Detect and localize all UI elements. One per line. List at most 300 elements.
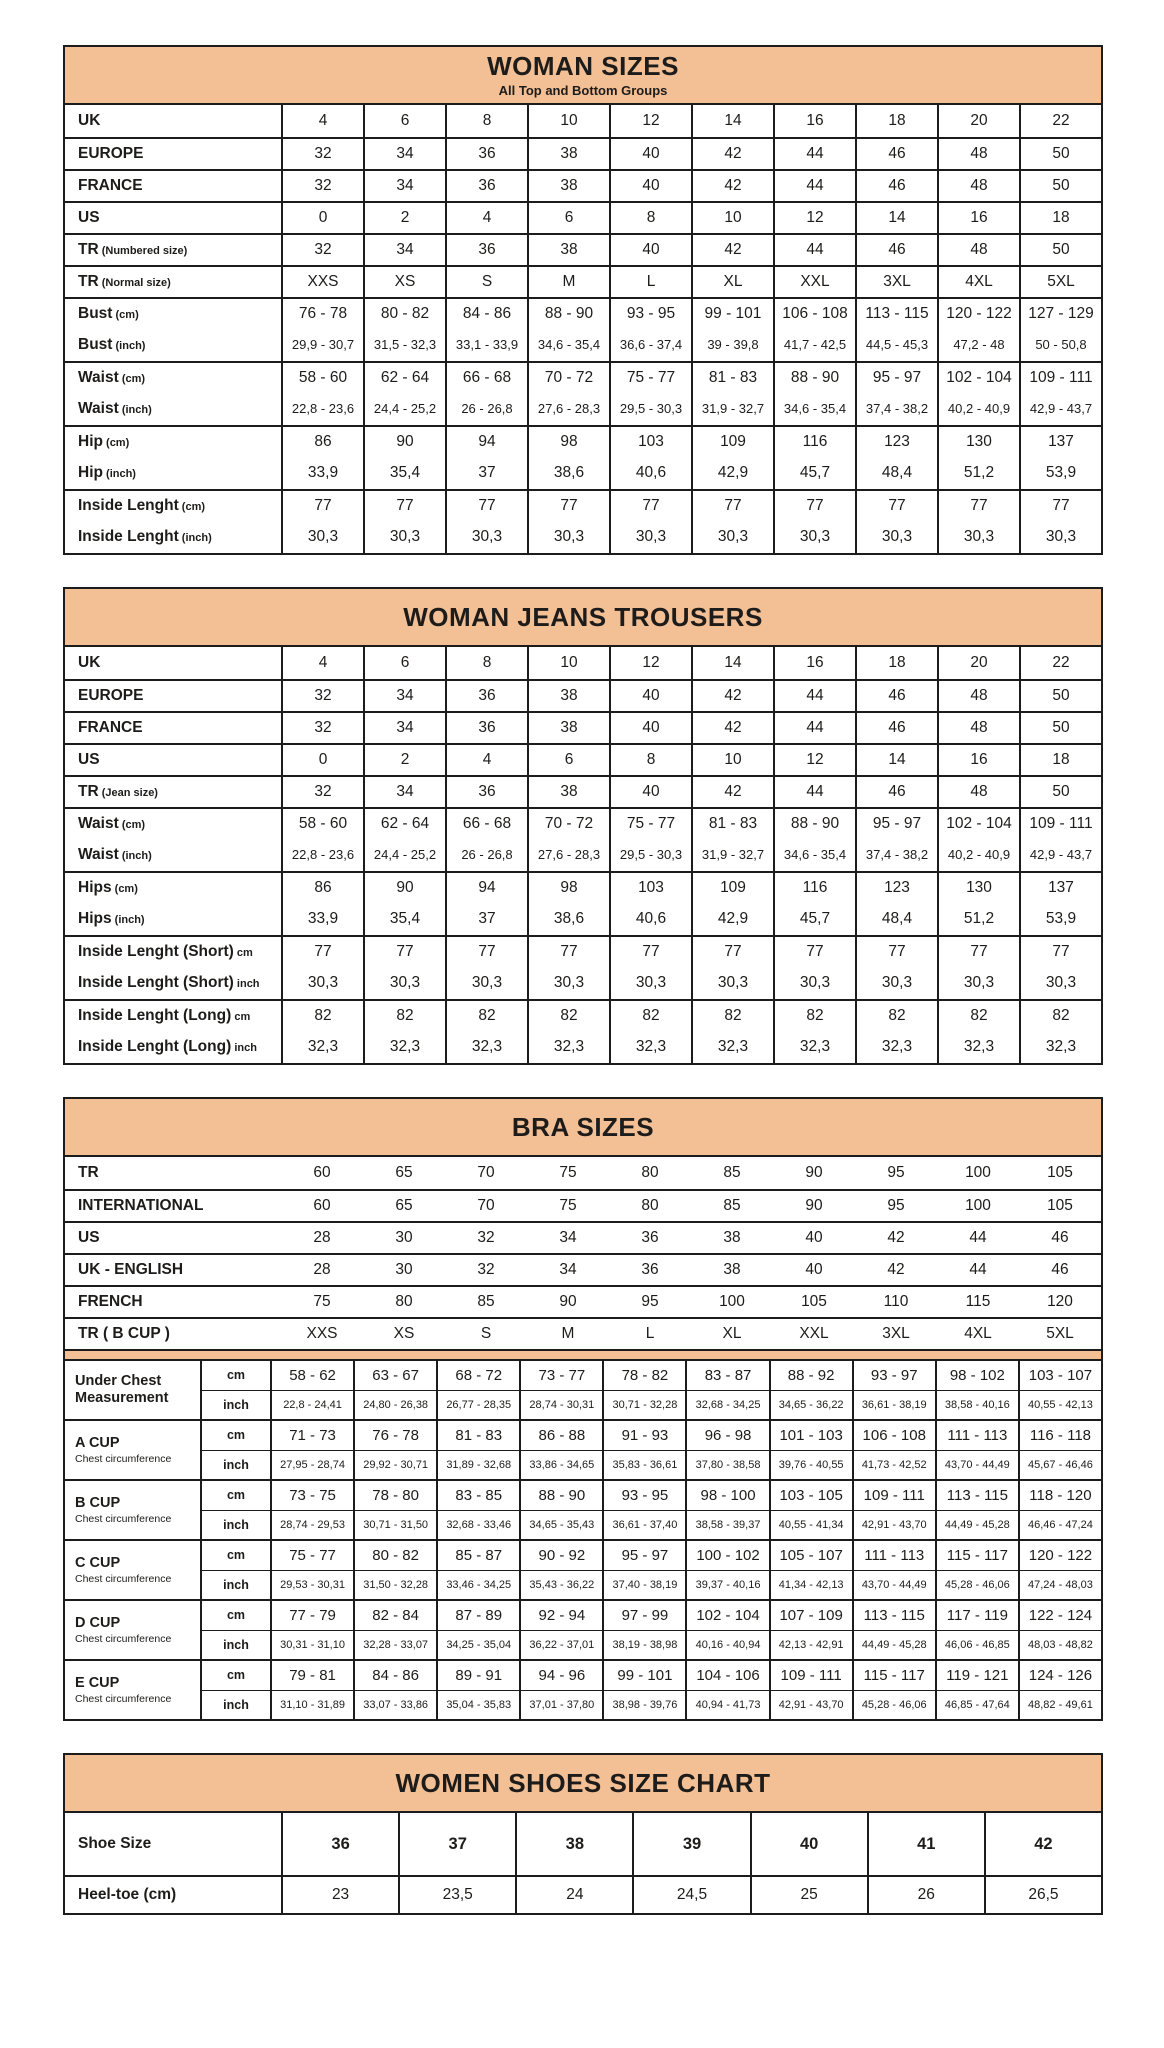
value-cell: 20 xyxy=(937,105,1019,137)
value-cell: 48,82 - 49,61 xyxy=(1018,1690,1101,1719)
value-cell: 46,85 - 47,64 xyxy=(935,1690,1018,1719)
value-cell: 50 xyxy=(1019,139,1101,169)
value-cell: 37,01 - 37,80 xyxy=(519,1690,602,1719)
value-cell: 44,49 - 45,28 xyxy=(852,1630,935,1659)
value-cell: 48 xyxy=(937,681,1019,711)
value-cell: 37 xyxy=(445,903,527,935)
table-row xyxy=(65,775,1101,807)
value-cell: 34 xyxy=(363,235,445,265)
value-cell: 115 - 117 xyxy=(935,1541,1018,1570)
value-cell: 6 xyxy=(527,745,609,775)
value-cell: 77 xyxy=(609,491,691,521)
value-cell: 40,94 - 41,73 xyxy=(685,1690,768,1719)
value-cell: 36 xyxy=(641,1261,659,1279)
bra-sizes-title: BRA SIZES xyxy=(511,1111,655,1142)
value-cell: 5XL xyxy=(1046,1325,1074,1343)
row-label: Bust (cm) xyxy=(78,305,139,323)
value-cell: 120 xyxy=(1047,1293,1073,1311)
value-cell: 75 xyxy=(313,1293,331,1311)
jeans-trousers-title: WOMAN JEANS TROUSERS xyxy=(403,601,763,632)
value-cell: 36,61 - 38,19 xyxy=(852,1390,935,1419)
value-cell: 73 - 75 xyxy=(270,1481,353,1510)
value-cell: 127 - 129 xyxy=(1019,299,1101,329)
value-cell: 30,3 xyxy=(1019,521,1101,553)
value-cell: 29,5 - 30,3 xyxy=(609,839,691,871)
value-cell: 8 xyxy=(609,745,691,775)
value-cell: 88 - 90 xyxy=(773,809,855,839)
value-cell: 120 - 122 xyxy=(1018,1541,1101,1570)
table-row xyxy=(65,647,1101,679)
value-cell: 50 xyxy=(1019,777,1101,807)
row-label: A CUP Chest circumference xyxy=(75,1434,172,1466)
value-cell: 5XL xyxy=(1019,267,1101,297)
row-label: Inside Lenght (Long) inch xyxy=(78,1038,257,1056)
bra-sizes-header xyxy=(65,1099,1101,1157)
value-cell: 38 xyxy=(527,713,609,743)
row-label: Inside Lenght (Long) cm xyxy=(78,1007,251,1025)
value-cell: 77 xyxy=(773,491,855,521)
table-row xyxy=(65,711,1101,743)
value-cell: 137 xyxy=(1019,427,1101,457)
value-cell: 36,6 - 37,4 xyxy=(609,329,691,361)
value-cell: 81 - 83 xyxy=(436,1421,519,1450)
value-cell: 88 - 90 xyxy=(519,1481,602,1510)
value-cell: 27,6 - 28,3 xyxy=(527,393,609,425)
value-cell: 90 xyxy=(805,1197,823,1215)
value-cell: 51,2 xyxy=(937,457,1019,489)
value-cell: 30,3 xyxy=(363,521,445,553)
row-label: EUROPE xyxy=(78,145,144,163)
value-cell: 66 - 68 xyxy=(445,809,527,839)
value-cell: 32 xyxy=(281,681,363,711)
value-cell: 41 xyxy=(867,1813,984,1875)
value-cell: 33,9 xyxy=(281,903,363,935)
table-row xyxy=(65,1253,1101,1285)
value-cell: 38 xyxy=(527,139,609,169)
value-cell: 102 - 104 xyxy=(937,363,1019,393)
value-cell: 77 - 79 xyxy=(270,1601,353,1630)
value-cell: 77 xyxy=(1019,491,1101,521)
value-cell: 43,70 - 44,49 xyxy=(852,1570,935,1599)
value-cell: 44 xyxy=(773,235,855,265)
value-cell: 2 xyxy=(363,203,445,233)
value-cell: 45,28 - 46,06 xyxy=(852,1690,935,1719)
table-row xyxy=(65,233,1101,265)
table-row xyxy=(65,807,1101,839)
value-cell: 46,46 - 47,24 xyxy=(1018,1510,1101,1539)
value-cell: 32,3 xyxy=(773,1031,855,1063)
value-cell: 23 xyxy=(281,1877,398,1913)
value-cell: 42 xyxy=(984,1813,1101,1875)
value-cell: XXL xyxy=(773,267,855,297)
value-cell: 103 - 107 xyxy=(1018,1361,1101,1390)
value-cell: 27,6 - 28,3 xyxy=(527,839,609,871)
value-cell: 18 xyxy=(855,105,937,137)
unit-cell: inch xyxy=(200,1510,270,1539)
row-label: Inside Lenght (Short) inch xyxy=(78,974,260,992)
value-cell: 8 xyxy=(445,647,527,679)
value-cell: 10 xyxy=(691,745,773,775)
value-cell: 100 xyxy=(965,1197,991,1215)
value-cell: 47,24 - 48,03 xyxy=(1018,1570,1101,1599)
value-cell: 115 xyxy=(965,1293,991,1311)
value-cell: 99 - 101 xyxy=(602,1661,685,1690)
table-row xyxy=(65,425,1101,457)
value-cell: 38,19 - 38,98 xyxy=(602,1630,685,1659)
value-cell: 20 xyxy=(937,647,1019,679)
table-row xyxy=(65,903,1101,935)
value-cell: XXS xyxy=(281,267,363,297)
value-cell: 84 - 86 xyxy=(353,1661,436,1690)
value-cell: 38 xyxy=(527,681,609,711)
value-cell: 48 xyxy=(937,713,1019,743)
row-label: Waist (inch) xyxy=(78,400,152,418)
value-cell: 77 xyxy=(937,937,1019,967)
row-label: Hips (cm) xyxy=(78,879,138,897)
value-cell: XXS xyxy=(306,1325,338,1343)
value-cell: 35,4 xyxy=(363,457,445,489)
value-cell: 44 xyxy=(773,171,855,201)
row-label: Hip (cm) xyxy=(78,433,130,451)
value-cell: 14 xyxy=(855,745,937,775)
value-cell: 77 xyxy=(691,491,773,521)
value-cell: 77 xyxy=(1019,937,1101,967)
value-cell: 32,68 - 34,25 xyxy=(685,1390,768,1419)
value-cell: S xyxy=(480,1325,492,1343)
value-cell: 24,4 - 25,2 xyxy=(363,393,445,425)
value-cell: 116 xyxy=(773,427,855,457)
row-label: US xyxy=(78,209,100,227)
value-cell: 18 xyxy=(855,647,937,679)
value-cell: 26 xyxy=(867,1877,984,1913)
value-cell: 16 xyxy=(937,203,1019,233)
value-cell: 40 xyxy=(609,713,691,743)
value-cell: 110 xyxy=(883,1293,909,1311)
value-cell: 30,3 xyxy=(445,521,527,553)
value-cell: 77 xyxy=(527,937,609,967)
value-cell: 50 xyxy=(1019,713,1101,743)
value-cell: 32,28 - 33,07 xyxy=(353,1630,436,1659)
value-cell: 111 - 113 xyxy=(852,1541,935,1570)
row-label: TR ( B CUP ) xyxy=(78,1325,170,1343)
table-row xyxy=(65,743,1101,775)
value-cell: 93 - 95 xyxy=(609,299,691,329)
value-cell: 120 - 122 xyxy=(937,299,1019,329)
value-cell: 22,8 - 23,6 xyxy=(281,393,363,425)
value-cell: 45,7 xyxy=(773,903,855,935)
value-cell: 123 xyxy=(855,873,937,903)
value-cell: 42,9 - 43,7 xyxy=(1019,839,1101,871)
value-cell: 46 xyxy=(855,139,937,169)
row-label: B CUP Chest circumference xyxy=(75,1494,172,1526)
value-cell: 48 xyxy=(937,171,1019,201)
row-label: UK xyxy=(78,112,101,130)
value-cell: 31,50 - 32,28 xyxy=(353,1570,436,1599)
value-cell: 77 xyxy=(691,937,773,967)
value-cell: 37 xyxy=(398,1813,515,1875)
value-cell: 38,58 - 39,37 xyxy=(685,1510,768,1539)
value-cell: 34,65 - 36,22 xyxy=(769,1390,852,1419)
value-cell: 38 xyxy=(723,1261,741,1279)
value-cell: 42 xyxy=(691,777,773,807)
value-cell: 14 xyxy=(691,105,773,137)
value-cell: 75 - 77 xyxy=(609,363,691,393)
value-cell: 82 xyxy=(527,1001,609,1031)
row-label: Inside Lenght (cm) xyxy=(78,497,206,515)
value-cell: 31,9 - 32,7 xyxy=(691,393,773,425)
value-cell: 77 xyxy=(445,937,527,967)
value-cell: 109 xyxy=(691,427,773,457)
value-cell: 46 xyxy=(1051,1229,1069,1247)
cup-group xyxy=(65,1599,1101,1659)
value-cell: 102 - 104 xyxy=(685,1601,768,1630)
value-cell: 30,3 xyxy=(937,521,1019,553)
jeans-trousers-header xyxy=(65,589,1101,647)
value-cell: 37,4 - 38,2 xyxy=(855,839,937,871)
value-cell: 91 - 93 xyxy=(602,1421,685,1450)
value-cell: 101 - 103 xyxy=(769,1421,852,1450)
row-label: Inside Lenght (Short) cm xyxy=(78,943,253,961)
value-cell: 109 - 111 xyxy=(852,1481,935,1510)
value-cell: 98 xyxy=(527,873,609,903)
value-cell: 24,5 xyxy=(632,1877,749,1913)
value-cell: 32,3 xyxy=(1019,1031,1101,1063)
value-cell: 26 - 26,8 xyxy=(445,393,527,425)
value-cell: 123 xyxy=(855,427,937,457)
value-cell: 40,6 xyxy=(609,903,691,935)
value-cell: 65 xyxy=(395,1164,413,1182)
value-cell: 32,3 xyxy=(527,1031,609,1063)
value-cell: 40 xyxy=(609,171,691,201)
value-cell: 71 - 73 xyxy=(270,1421,353,1450)
value-cell: 80 - 82 xyxy=(363,299,445,329)
value-cell: 46 xyxy=(855,681,937,711)
row-label: D CUP Chest circumference xyxy=(75,1614,172,1646)
value-cell: 58 - 62 xyxy=(270,1361,353,1390)
value-cell: 31,89 - 32,68 xyxy=(436,1450,519,1479)
value-cell: 46 xyxy=(855,235,937,265)
value-cell: 40 xyxy=(609,139,691,169)
value-cell: 84 - 86 xyxy=(445,299,527,329)
value-cell: 14 xyxy=(855,203,937,233)
value-cell: 40,16 - 40,94 xyxy=(685,1630,768,1659)
table-row xyxy=(65,169,1101,201)
value-cell: 40 xyxy=(805,1229,823,1247)
value-cell: 50 - 50,8 xyxy=(1019,329,1101,361)
value-cell: 36,61 - 37,40 xyxy=(602,1510,685,1539)
value-cell: 48 xyxy=(937,139,1019,169)
value-cell: 28 xyxy=(313,1261,331,1279)
row-label: Under Chest Measurement xyxy=(75,1372,169,1406)
table-row xyxy=(65,329,1101,361)
value-cell: 29,9 - 30,7 xyxy=(281,329,363,361)
value-cell: 77 xyxy=(281,937,363,967)
value-cell: 36 xyxy=(445,681,527,711)
unit-cell: inch xyxy=(200,1630,270,1659)
cup-group xyxy=(65,1659,1101,1719)
value-cell: 32 xyxy=(281,777,363,807)
value-cell: 100 xyxy=(719,1293,745,1311)
value-cell: 36 xyxy=(641,1229,659,1247)
value-cell: 6 xyxy=(527,203,609,233)
unit-cell: cm xyxy=(200,1541,270,1570)
value-cell: 18 xyxy=(1019,745,1101,775)
value-cell: 42,9 - 43,7 xyxy=(1019,393,1101,425)
value-cell: 36 xyxy=(445,235,527,265)
value-cell: 30,3 xyxy=(773,967,855,999)
value-cell: 34 xyxy=(363,139,445,169)
row-label: UK xyxy=(78,654,101,672)
value-cell: M xyxy=(527,267,609,297)
value-cell: 37,4 - 38,2 xyxy=(855,393,937,425)
value-cell: L xyxy=(609,267,691,297)
value-cell: 33,9 xyxy=(281,457,363,489)
value-cell: 24 xyxy=(515,1877,632,1913)
value-cell: 42 xyxy=(691,681,773,711)
table-row xyxy=(65,265,1101,297)
value-cell: 82 xyxy=(1019,1001,1101,1031)
value-cell: 77 xyxy=(281,491,363,521)
value-cell: 42 xyxy=(691,235,773,265)
value-cell: 24,4 - 25,2 xyxy=(363,839,445,871)
value-cell: 70 xyxy=(477,1164,495,1182)
value-cell: 30,3 xyxy=(527,521,609,553)
table-row xyxy=(65,297,1101,329)
value-cell: 103 xyxy=(609,427,691,457)
value-cell: 36,22 - 37,01 xyxy=(519,1630,602,1659)
bra-cup-grid xyxy=(65,1361,1101,1719)
value-cell: 76 - 78 xyxy=(281,299,363,329)
table-row xyxy=(65,1157,1101,1189)
value-cell: 44 xyxy=(773,713,855,743)
value-cell: 38 xyxy=(723,1229,741,1247)
value-cell: 2 xyxy=(363,745,445,775)
table-row xyxy=(65,1875,1101,1913)
value-cell: 79 - 81 xyxy=(270,1661,353,1690)
value-cell: 105 xyxy=(1047,1197,1073,1215)
value-cell: 12 xyxy=(773,203,855,233)
row-label: Shoe Size xyxy=(78,1835,152,1853)
table-row xyxy=(65,489,1101,521)
value-cell: 34,65 - 35,43 xyxy=(519,1510,602,1539)
value-cell: 85 xyxy=(477,1293,495,1311)
value-cell: 41,34 - 42,13 xyxy=(769,1570,852,1599)
value-cell: 38 xyxy=(527,171,609,201)
value-cell: 38,98 - 39,76 xyxy=(602,1690,685,1719)
value-cell: 107 - 109 xyxy=(769,1601,852,1630)
value-cell: 22,8 - 23,6 xyxy=(281,839,363,871)
value-cell: 4 xyxy=(281,647,363,679)
value-cell: 103 - 105 xyxy=(769,1481,852,1510)
value-cell: 48,03 - 48,82 xyxy=(1018,1630,1101,1659)
shoes-size-table xyxy=(63,1753,1103,1915)
value-cell: 62 - 64 xyxy=(363,809,445,839)
value-cell: 85 xyxy=(723,1197,741,1215)
value-cell: 40,55 - 42,13 xyxy=(1018,1390,1101,1419)
value-cell: 44,49 - 45,28 xyxy=(935,1510,1018,1539)
value-cell: 39 xyxy=(632,1813,749,1875)
value-cell: 88 - 90 xyxy=(773,363,855,393)
value-cell: 58 - 60 xyxy=(281,363,363,393)
value-cell: 116 - 118 xyxy=(1018,1421,1101,1450)
value-cell: 77 xyxy=(855,491,937,521)
value-cell: 81 - 83 xyxy=(691,363,773,393)
value-cell: 32 xyxy=(281,139,363,169)
value-cell: 34 xyxy=(363,171,445,201)
value-cell: 45,7 xyxy=(773,457,855,489)
value-cell: 46 xyxy=(855,777,937,807)
value-cell: 4 xyxy=(281,105,363,137)
value-cell: 39 - 39,8 xyxy=(691,329,773,361)
table-row xyxy=(65,137,1101,169)
value-cell: 6 xyxy=(363,647,445,679)
value-cell: 18 xyxy=(1019,203,1101,233)
shoes-size-grid xyxy=(65,1813,1101,1913)
value-cell: 70 - 72 xyxy=(527,363,609,393)
unit-cell: inch xyxy=(200,1450,270,1479)
value-cell: 8 xyxy=(445,105,527,137)
value-cell: 8 xyxy=(609,203,691,233)
value-cell: 92 - 94 xyxy=(519,1601,602,1630)
value-cell: 30,3 xyxy=(1019,967,1101,999)
value-cell: 48 xyxy=(937,777,1019,807)
value-cell: 44 xyxy=(969,1261,987,1279)
value-cell: 42 xyxy=(691,713,773,743)
value-cell: 53,9 xyxy=(1019,457,1101,489)
value-cell: 35,43 - 36,22 xyxy=(519,1570,602,1599)
value-cell: 30,3 xyxy=(691,967,773,999)
value-cell: 42,91 - 43,70 xyxy=(769,1690,852,1719)
value-cell: XXL xyxy=(799,1325,829,1343)
value-cell: 30,3 xyxy=(855,967,937,999)
value-cell: 82 xyxy=(773,1001,855,1031)
value-cell: 51,2 xyxy=(937,903,1019,935)
row-label: TR (Jean size) xyxy=(78,783,158,801)
value-cell: 4 xyxy=(445,203,527,233)
table-row xyxy=(65,935,1101,967)
value-cell: 34 xyxy=(363,713,445,743)
value-cell: 99 - 101 xyxy=(691,299,773,329)
row-label: Hips (inch) xyxy=(78,910,145,928)
value-cell: 44 xyxy=(773,139,855,169)
value-cell: 41,7 - 42,5 xyxy=(773,329,855,361)
value-cell: 12 xyxy=(773,745,855,775)
value-cell: 41,73 - 42,52 xyxy=(852,1450,935,1479)
value-cell: 89 - 91 xyxy=(436,1661,519,1690)
value-cell: 70 - 72 xyxy=(527,809,609,839)
value-cell: M xyxy=(561,1325,575,1343)
value-cell: 78 - 82 xyxy=(602,1361,685,1390)
value-cell: 12 xyxy=(609,647,691,679)
value-cell: 40 xyxy=(609,681,691,711)
value-cell: 98 - 100 xyxy=(685,1481,768,1510)
value-cell: 46 xyxy=(1051,1261,1069,1279)
value-cell: 35,4 xyxy=(363,903,445,935)
table-row xyxy=(65,393,1101,425)
value-cell: 42 xyxy=(887,1261,905,1279)
value-cell: 30,3 xyxy=(609,521,691,553)
woman-sizes-table xyxy=(63,45,1103,555)
value-cell: 30,3 xyxy=(445,967,527,999)
value-cell: 75 xyxy=(559,1164,577,1182)
value-cell: 33,07 - 33,86 xyxy=(353,1690,436,1719)
value-cell: 106 - 108 xyxy=(773,299,855,329)
value-cell: 95 - 97 xyxy=(855,809,937,839)
value-cell: 43,70 - 44,49 xyxy=(935,1450,1018,1479)
value-cell: 42 xyxy=(887,1229,905,1247)
value-cell: 32,3 xyxy=(281,1031,363,1063)
value-cell: 94 xyxy=(445,427,527,457)
